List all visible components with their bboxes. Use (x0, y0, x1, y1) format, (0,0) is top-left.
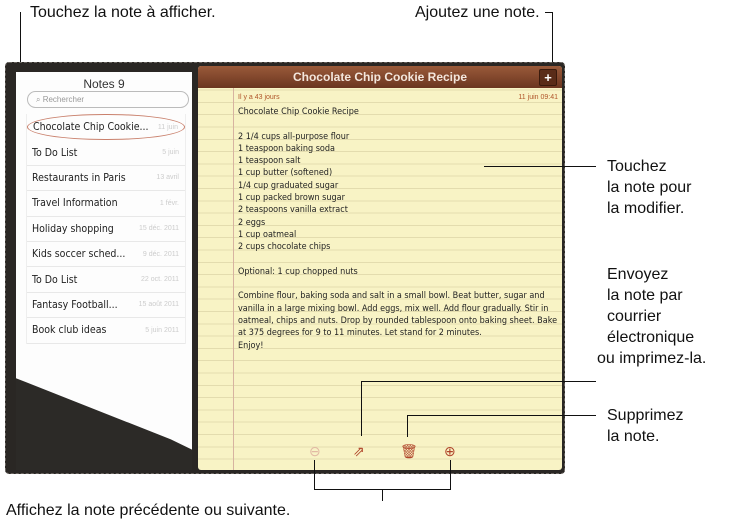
note-item-title: Book club ideas (32, 324, 107, 337)
callout-select-note: Touchez la note à afficher. (30, 4, 216, 21)
note-item-title: Travel Information (32, 197, 118, 210)
note-item-date: 13 avril (156, 174, 179, 182)
next-note-icon[interactable]: ⊕ (444, 443, 456, 459)
callout-delete: Supprimez la note. (607, 407, 684, 445)
callout-share: Envoyez la note par courrier électronique ou imprimez-la. (597, 266, 707, 367)
note-item-date: 1 févr. (159, 199, 179, 207)
note-item-date: 9 déc. 2011 (142, 250, 179, 258)
note-item-title: Holiday shopping (32, 222, 114, 235)
note-header-title: Chocolate Chip Cookie Recipe (292, 70, 468, 84)
share-icon[interactable]: ⇗ (353, 443, 365, 459)
note-list-item[interactable] (27, 217, 185, 242)
note-list-item[interactable] (27, 166, 185, 191)
note-body[interactable]: Chocolate Chip Cookie Recipe 2 1/4 cups all-purpose flour 1 teaspoon baking soda 1 teaspoon salt 1 cup butter (softened) 1/4 cup graduated sugar 1 cup packed brown sugar 2 teaspoons vanilla extract 2 eggs 1 cup oatmeal 2 cups chocolate chips Optional: 1 cup chopped nuts Combine flour, baking soda and salt in a small bowl. Beat butter, sugar and vanilla in a large mixing bowl. Add eggs, mix well. Add flour gradually. Stir in oatmeal, chips and nuts. Drop by rounded tablespoon onto baking sheet. Bake at 375 degrees for 9 to 11 minutes. Let stand for 2 minutes. Enjoy! (238, 107, 558, 351)
margin-line (233, 88, 234, 470)
note-item-date: 11 juin (157, 123, 178, 131)
note-item-title: Fantasy Football... (32, 298, 118, 311)
note-item-date: 15 août 2011 (138, 301, 179, 309)
callout-add-note: Ajoutez une note. (415, 4, 540, 21)
previous-note-icon[interactable]: ⊖ (309, 443, 321, 459)
search-icon: ⌕ (36, 95, 43, 104)
note-date: 11 juin 09:41 (518, 94, 558, 101)
trash-icon[interactable]: 🗑 (400, 443, 418, 459)
callout-edit-note: Touchez la note pour la modifier. (607, 158, 692, 217)
search-input[interactable]: ⌕ Rechercher (27, 91, 189, 108)
note-age: Il y a 43 jours (238, 94, 280, 101)
callout-nav: Affichez la note précédente ou suivante. (6, 502, 291, 519)
note-list-item[interactable] (27, 293, 185, 318)
note-list-item[interactable] (27, 114, 185, 140)
note-title-bar (198, 66, 562, 88)
note-list-item[interactable] (27, 140, 185, 165)
note-item-title: Kids soccer sched... (32, 248, 126, 261)
note-item-title: Chocolate Chip Cookie... (33, 121, 149, 134)
note-list-item[interactable] (27, 191, 185, 216)
note-list-item[interactable] (27, 267, 185, 292)
note-pad[interactable] (198, 66, 562, 470)
add-note-button[interactable]: + (539, 69, 557, 86)
note-item-title: To Do List (32, 273, 78, 286)
notes-count-title: Notes 9 (83, 77, 125, 91)
note-list-item[interactable] (27, 318, 185, 343)
notes-list (26, 114, 186, 344)
note-item-date: 5 juin (162, 149, 179, 157)
note-item-title: Restaurants in Paris (32, 171, 126, 184)
note-item-title: To Do List (32, 146, 78, 159)
note-item-date: 5 juin 2011 (145, 326, 179, 334)
note-item-date: 15 déc. 2011 (139, 225, 179, 233)
note-item-date: 22 oct. 2011 (140, 276, 179, 284)
note-list-item[interactable] (27, 242, 185, 267)
